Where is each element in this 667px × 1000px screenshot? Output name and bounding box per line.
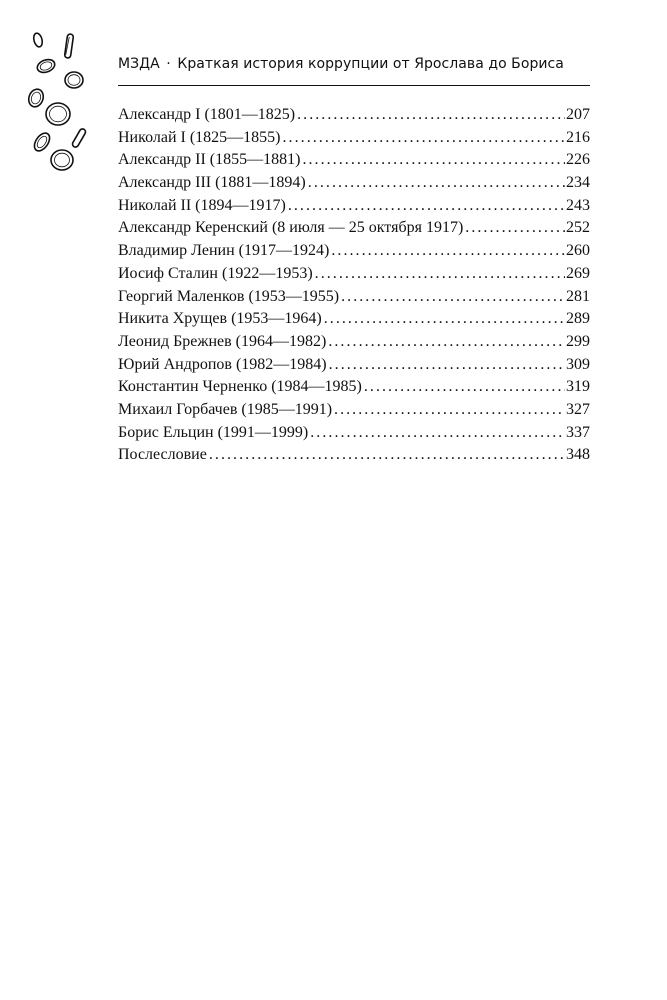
- toc-entry-title: Николай I (1825—1855): [118, 128, 281, 146]
- toc-entry[interactable]: [118, 354, 590, 377]
- toc-entry-title: Владимир Ленин (1917—1924): [118, 242, 330, 260]
- toc-entry-title: Юрий Андропов (1982—1984): [118, 355, 327, 373]
- falling-coins-icon: [14, 28, 94, 178]
- toc-entry-page: 269: [566, 264, 590, 282]
- toc-entry-title: Георгий Маленков (1953—1955): [118, 287, 340, 305]
- toc-entry-page: 243: [566, 196, 590, 214]
- toc-entry-title: Борис Ельцин (1991—1999): [118, 423, 309, 441]
- book-subtitle: Краткая история коррупции от Ярослава до Бориса: [177, 56, 564, 72]
- toc-dot-leader: [339, 286, 565, 309]
- toc-entry-page: 348: [566, 446, 590, 464]
- toc-entry-title: Николай II (1894—1917): [118, 196, 286, 214]
- toc-dot-leader: [286, 195, 565, 218]
- book-title: МЗДА: [118, 56, 160, 72]
- toc-entry-title: Никита Хрущев (1953—1964): [118, 310, 322, 328]
- toc-entry-title: Александр II (1855—1881): [118, 151, 301, 169]
- toc-dot-leader: [327, 354, 565, 377]
- toc-entry-title: Александр I (1801—1825): [118, 106, 296, 123]
- running-header: [118, 56, 590, 72]
- toc-entry-title: Александр Керенский (8 июля — 25 октября 1917): [118, 219, 464, 237]
- toc-dot-leader: [322, 308, 565, 331]
- toc-dot-leader: [313, 263, 565, 286]
- toc-dot-leader: [463, 217, 565, 240]
- header-rule: [118, 85, 590, 86]
- toc-dot-leader: [332, 399, 565, 422]
- toc-dot-leader: [207, 444, 565, 467]
- toc-entry[interactable]: [118, 240, 590, 263]
- toc-entry[interactable]: [118, 376, 590, 399]
- toc-dot-leader: [329, 240, 565, 263]
- toc-entry-page: 216: [566, 128, 590, 146]
- toc-entry-page: 252: [566, 219, 590, 237]
- toc-entry-title: Леонид Брежнев (1964—1982): [118, 332, 327, 350]
- toc-entry[interactable]: [118, 286, 590, 309]
- toc-entry-page: 299: [566, 332, 590, 350]
- toc-entry-title: Константин Черненко (1984—1985): [118, 378, 362, 396]
- toc-entry-page: 260: [566, 242, 590, 260]
- toc-entry[interactable]: [118, 422, 590, 445]
- toc-entry-page: 327: [566, 400, 590, 418]
- toc-entry-page: 226: [566, 151, 590, 169]
- toc-entry-page: 337: [566, 423, 590, 441]
- toc-entry[interactable]: [118, 308, 590, 331]
- toc-dot-leader: [306, 172, 565, 195]
- toc-entry-page: 309: [566, 355, 590, 373]
- toc-entry-page: 319: [566, 378, 590, 396]
- toc-dot-leader: [308, 422, 565, 445]
- toc-entry-title: Михаил Горбачев (1985—1991): [118, 400, 333, 418]
- toc-entry-title: Послесловие: [118, 446, 207, 464]
- toc-entry-title: Иосиф Сталин (1922—1953): [118, 264, 313, 282]
- toc-entry[interactable]: [118, 127, 590, 150]
- toc-entry-page: 234: [566, 174, 590, 192]
- toc-entry[interactable]: [118, 331, 590, 354]
- toc-entry-page: 281: [566, 287, 590, 305]
- toc-entry[interactable]: [118, 263, 590, 286]
- toc-entry[interactable]: [118, 444, 590, 467]
- toc-dot-leader: [281, 127, 566, 150]
- toc-entry[interactable]: [118, 104, 590, 127]
- toc-dot-leader: [362, 376, 565, 399]
- header-separator: ·: [166, 56, 171, 72]
- toc-entry[interactable]: [118, 195, 590, 218]
- toc-entry[interactable]: [118, 149, 590, 172]
- toc-entry-page: 289: [566, 310, 590, 328]
- toc-dot-leader: [300, 149, 565, 172]
- toc-dot-leader: [326, 331, 565, 354]
- toc-dot-leader: [295, 104, 565, 127]
- toc-entry[interactable]: [118, 217, 590, 240]
- toc-entry-page: 207: [566, 106, 590, 123]
- toc-entry-title: Александр III (1881—1894): [118, 174, 306, 192]
- toc-entry[interactable]: [118, 399, 590, 422]
- toc-entry[interactable]: [118, 172, 590, 195]
- table-of-contents: [118, 104, 590, 467]
